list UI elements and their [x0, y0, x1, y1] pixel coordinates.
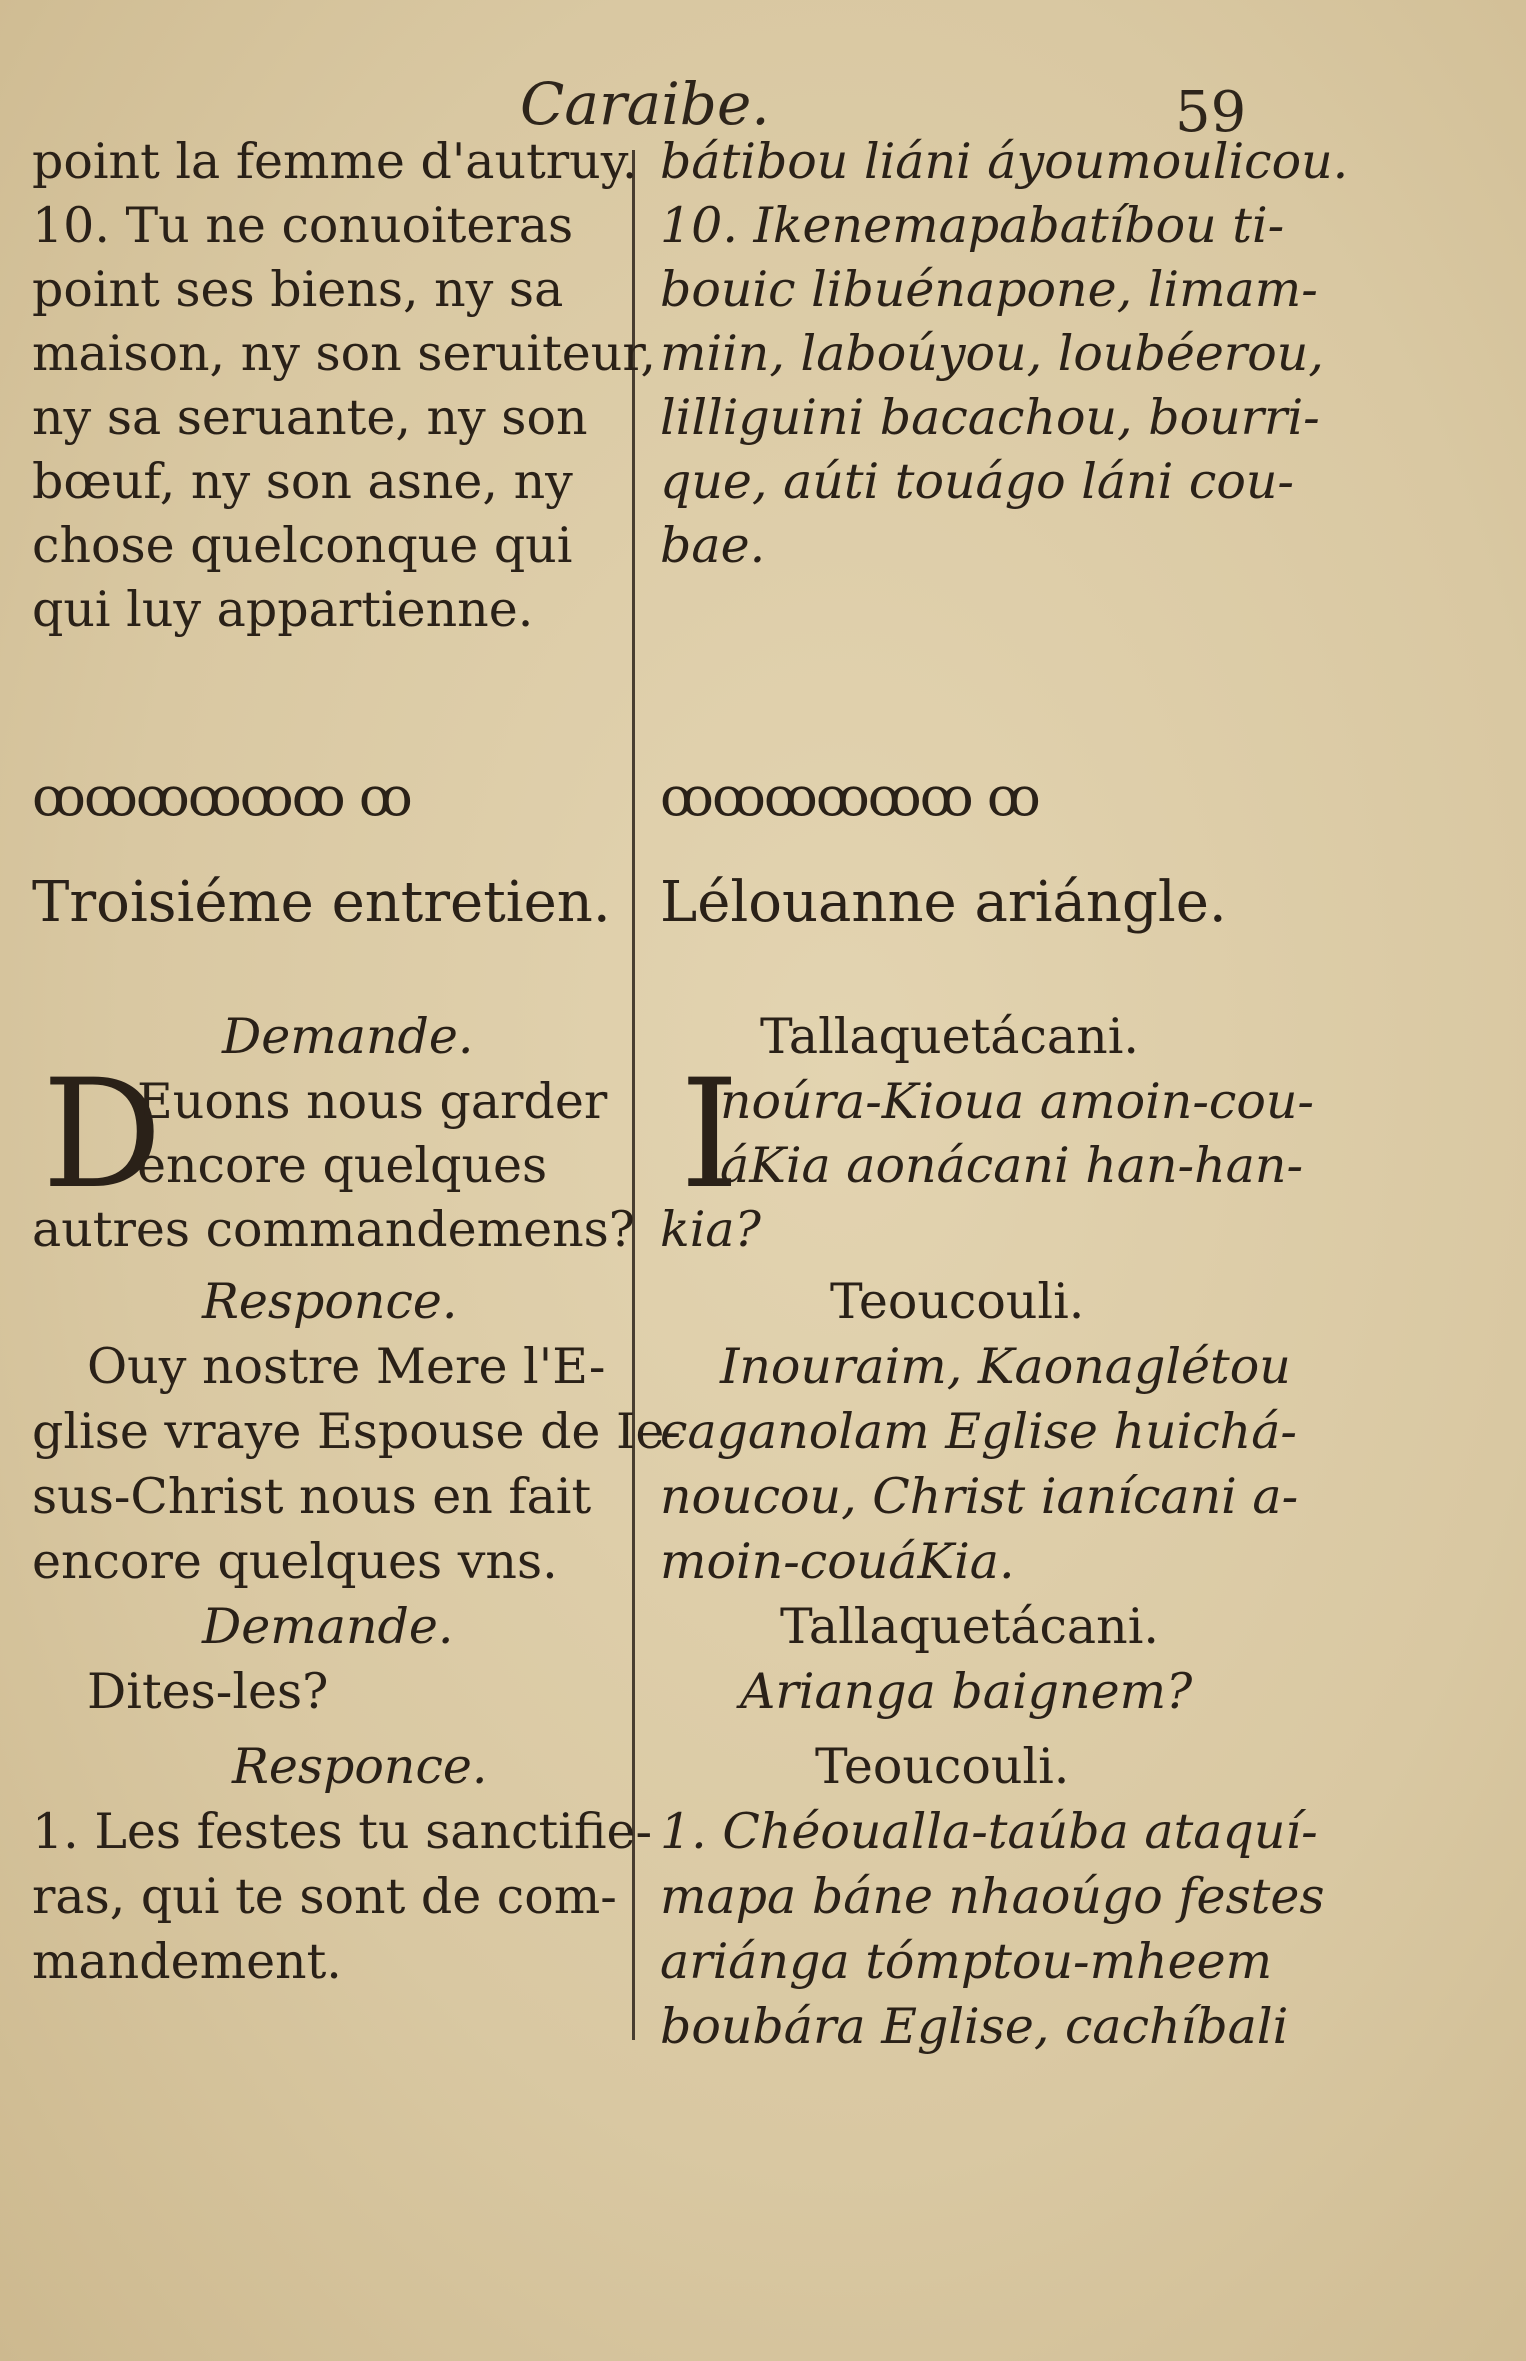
answer-line: caganolam Eglise huichá- — [660, 1403, 1297, 1460]
responce-label: Responce. — [232, 1738, 488, 1795]
right-line: lilliguini bacachou, bourri- — [660, 389, 1320, 446]
column-divider — [632, 150, 635, 2040]
answer-line: moin-couáKia. — [660, 1533, 1015, 1590]
left-line: point la femme d'autruy. — [32, 133, 638, 190]
demande-label: Tallaquetácani. — [760, 1008, 1139, 1065]
right-line: bátibou liáni áyoumoulicou. — [660, 133, 1349, 190]
right-line: miin, laboúyou, loubéerou, — [660, 325, 1324, 382]
responce-label: Responce. — [202, 1273, 458, 1330]
right-column-carib — [660, 0, 1349, 2361]
drop-cap: I — [680, 1048, 740, 1222]
question-line: noúra-Kioua amoin-cou- — [720, 1073, 1314, 1130]
answer-line: mandement. — [32, 1933, 342, 1990]
answer-line: Ouy nostre Mere l'E- — [87, 1338, 606, 1395]
running-head: Caraibe. — [520, 70, 770, 138]
answer-line: boubára Eglise, cachíbali — [660, 1998, 1289, 2055]
right-line: que, aúti touágo láni cou- — [660, 453, 1294, 510]
section-title: Troisiéme entretien. — [32, 870, 611, 935]
left-line: 10. Tu ne conuoiteras — [32, 197, 574, 254]
right-line: 10. Ikenemapabatíbou ti- — [660, 197, 1285, 254]
question-line: autres commandemens? — [32, 1201, 636, 1258]
question-line: áKia aonácani han-han- — [720, 1137, 1303, 1194]
answer-line: encore quelques vns. — [32, 1533, 558, 1590]
answer-line: Inouraim, Kaonaglétou — [720, 1338, 1291, 1395]
answer-line: noucou, Christ ianícani a- — [660, 1468, 1299, 1525]
answer-line: mapa báne nhaoúgo festes — [660, 1868, 1325, 1925]
demande-label: Demande. — [222, 1008, 474, 1065]
demande-label: Tallaquetácani. — [780, 1598, 1159, 1655]
question-line: Arianga baignem? — [740, 1663, 1193, 1720]
ornament-band: ꝏꝏꝏꝏꝏꝏ ꝏ — [660, 765, 1039, 828]
ornament-band: ꝏꝏꝏꝏꝏꝏ ꝏ — [32, 765, 411, 828]
left-line: point ses biens, ny sa — [32, 261, 564, 318]
left-line: chose quelconque qui — [32, 517, 573, 574]
answer-line: sus-Christ nous en fait — [32, 1468, 592, 1525]
left-line: qui luy appartienne. — [32, 581, 534, 638]
question-line: encore quelques — [137, 1137, 548, 1194]
page-number: 59 — [1175, 80, 1247, 145]
right-line: bouic libuénapone, limam- — [660, 261, 1318, 318]
responce-label: Teoucouli. — [815, 1738, 1070, 1795]
responce-label: Teoucouli. — [830, 1273, 1085, 1330]
left-line: maison, ny son seruiteur, — [32, 325, 656, 382]
question-line: Euons nous garder — [137, 1073, 608, 1130]
answer-line: 1. Chéoualla-taúba ataquí- — [660, 1803, 1318, 1860]
answer-line: ras, qui te sont de com- — [32, 1868, 617, 1925]
right-line: bae. — [660, 517, 766, 574]
answer-line: 1. Les festes tu sanctifie- — [32, 1803, 653, 1860]
left-line: bœuf, ny son asne, ny — [32, 453, 573, 510]
section-title: Lélouanne ariángle. — [660, 870, 1227, 935]
question-line: kia? — [660, 1201, 761, 1258]
question-line: Dites-les? — [87, 1663, 329, 1720]
demande-label: Demande. — [202, 1598, 454, 1655]
left-line: ny sa seruante, ny son — [32, 389, 588, 446]
answer-line: ariánga tómptou-mheem — [660, 1933, 1273, 1990]
answer-line: glise vraye Espouse de Ie- — [32, 1403, 681, 1460]
drop-cap: D — [42, 1048, 163, 1222]
